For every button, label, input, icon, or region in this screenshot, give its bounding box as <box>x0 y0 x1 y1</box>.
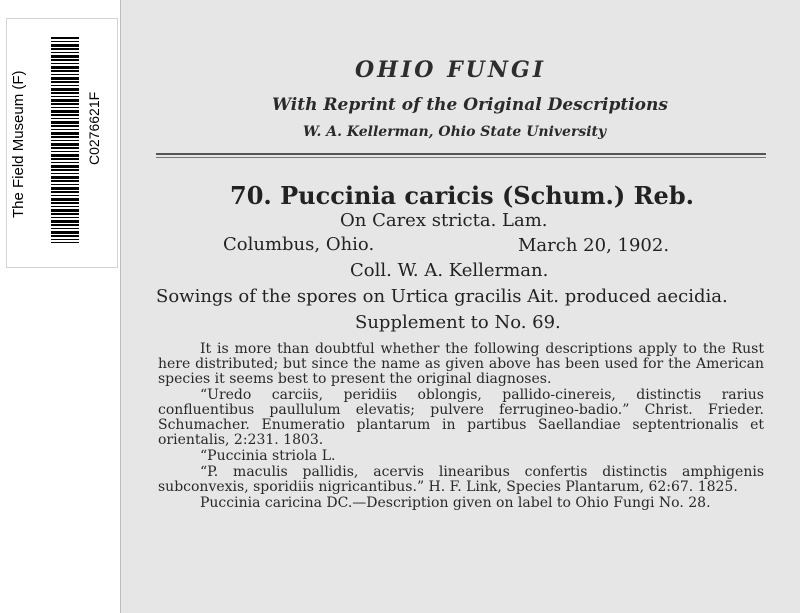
specimen-title: 70. Puccinia caricis (Schum.) Reb. <box>230 181 694 210</box>
collection-title: OHIO FUNGI <box>355 57 547 83</box>
paragraph-puccinia-striola: “Puccinia striola L. <box>200 448 336 464</box>
header-rule-bottom <box>156 157 766 158</box>
paragraph-intro: It is more than doubtful whether the following descriptions apply to the Rust here distributed; but since the name as given above has been used for the American species it seems best to present the original diagnoses. <box>158 341 764 387</box>
sowing-note: Sowings of the spores on Urtica gracilis Ait. produced aecidia. <box>156 286 728 307</box>
collection-subtitle: With Reprint of the Original Descriptions <box>272 95 668 115</box>
paragraph-caricina: Puccinia caricina DC.—Description given on label to Ohio Fungi No. 28. <box>200 495 711 511</box>
supplement-note: Supplement to No. 69. <box>355 312 561 333</box>
barcode-bars <box>51 37 79 243</box>
description-text <box>158 342 764 512</box>
collection-date: March 20, 1902. <box>518 235 670 256</box>
collection-author: W. A. Kellerman, Ohio State University <box>303 124 607 140</box>
paragraph-uredo: “Uredo carciis, peridiis oblongis, pallido-cinereis, distinctis rarius confluentibus paullulum elevatis; pulvere ferrugineo-badio.” Christ. Frieder. Schumacher. Enumeratio plantarum in partibus Saellandiae septentrionalis et orientalis, 2:231. 1803. <box>158 387 764 448</box>
host-plant: On Carex stricta. Lam. <box>340 210 548 231</box>
header-rule-top <box>156 153 766 155</box>
paragraph-link-diagnosis: “P. maculis pallidis, acervis linearibus confertis distinctis amphigenis subconvexis, sporidiis nigricantibus.” H. F. Link, Species Plantarum, 62:67. 1825. <box>158 464 764 495</box>
collection-location: Columbus, Ohio. <box>223 234 375 255</box>
catalog-code: C0276621F <box>86 91 102 165</box>
institution-label: The Field Museum (F) <box>10 70 27 218</box>
barcode-strip <box>0 0 121 613</box>
collector: Coll. W. A. Kellerman. <box>350 260 549 281</box>
